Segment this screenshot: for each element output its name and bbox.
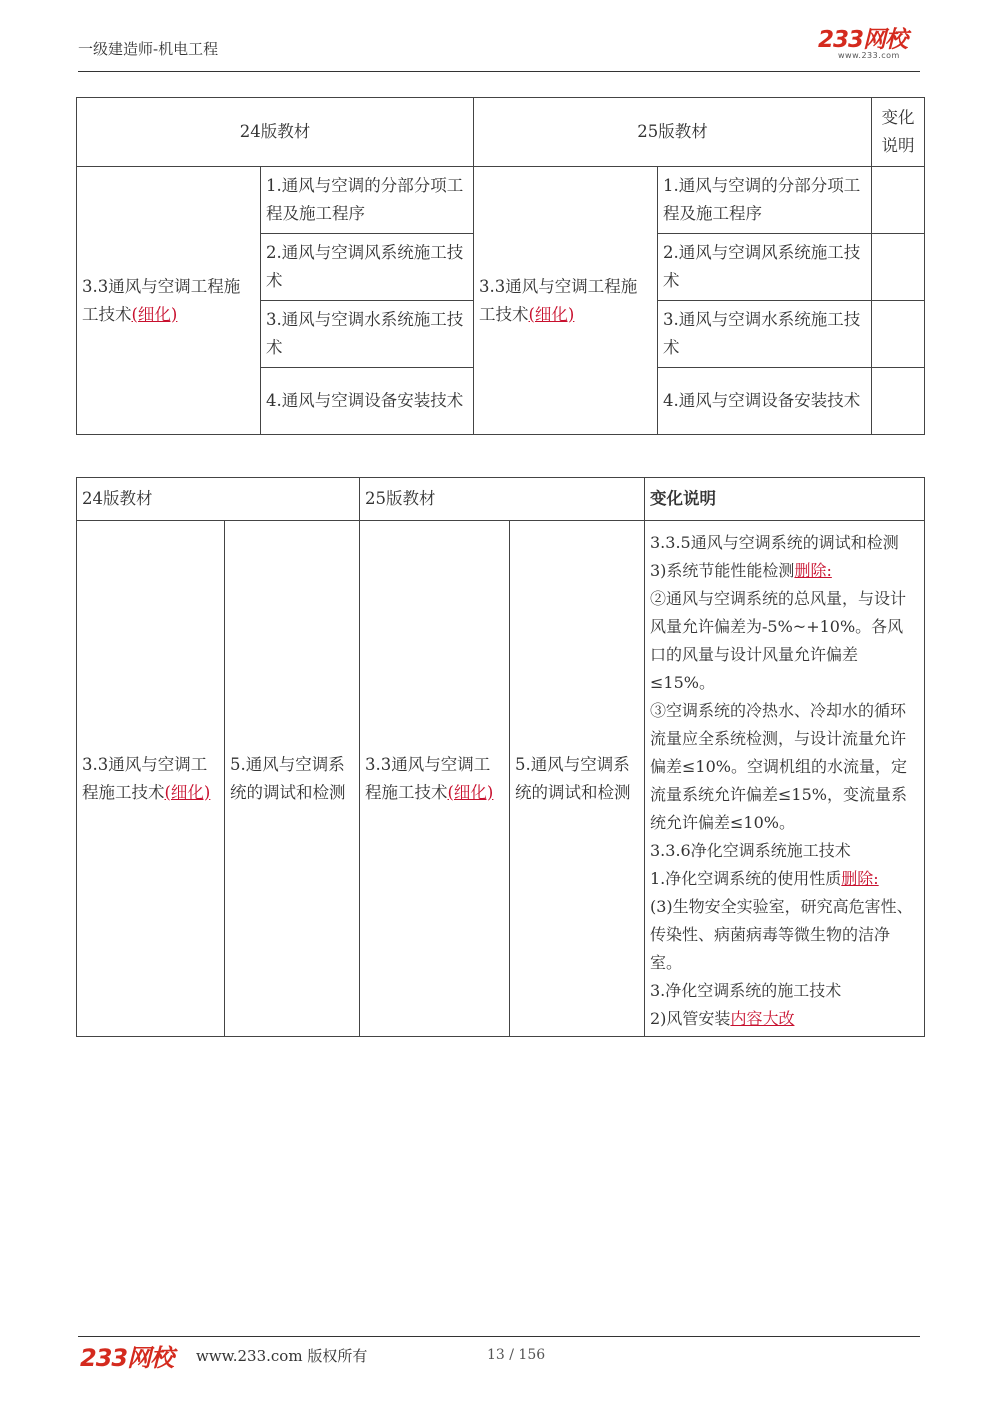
change-cell: [872, 167, 925, 234]
note-line: ②通风与空调系统的总风量，与设计风量允许偏差为-5%~+10%。各风口的风量与设计风量允许偏差≤15%。: [650, 589, 907, 692]
note-line: 2)风管安装内容大改: [650, 1009, 795, 1028]
item-25-2: 2.通风与空调风系统施工技术: [658, 234, 872, 301]
note-line: 3.净化空调系统的施工技术: [650, 981, 842, 1000]
item-25-1: 1.通风与空调的分部分项工程及施工程序: [658, 167, 872, 234]
header-24-edition: 24版教材: [77, 98, 474, 167]
document-title: 一级建造师-机电工程: [78, 40, 219, 58]
item-25: 5.通风与空调系统的调试和检测: [510, 521, 645, 1037]
table-row: [77, 167, 925, 234]
change-notes: [645, 521, 925, 1037]
refine-mark: (细化): [528, 304, 575, 324]
table-row: [77, 521, 925, 1037]
change-cell: [872, 234, 925, 301]
section-24: 3.3通风与空调工程施工技术(细化): [77, 167, 261, 435]
note-line: 3)系统节能性能检测删除:: [650, 561, 832, 580]
item-25-3: 3.通风与空调水系统施工技术: [658, 301, 872, 368]
page-number: 13 / 156: [487, 1347, 546, 1363]
logo-url: www.233.com: [838, 51, 900, 60]
header-24-edition: 24版教材: [77, 478, 360, 521]
major-change-mark: 内容大改: [730, 1009, 795, 1028]
header-change-note: 变化说明: [645, 478, 925, 521]
item-24: 5.通风与空调系统的调试和检测: [225, 521, 360, 1037]
delete-mark: 删除:: [841, 869, 879, 888]
item-24-4: 4.通风与空调设备安装技术: [261, 368, 474, 435]
refine-mark: (细化): [447, 782, 494, 802]
brand-logo[interactable]: [818, 27, 918, 60]
footer-logo[interactable]: 233网校: [80, 1344, 174, 1372]
header-25-edition: 25版教材: [474, 98, 872, 167]
refine-mark: (细化): [164, 782, 211, 802]
comparison-table-1: [76, 97, 925, 435]
logo-text: 233网校: [818, 27, 908, 53]
delete-mark: 删除:: [794, 561, 832, 580]
change-cell: [872, 301, 925, 368]
table-header-row: [77, 98, 925, 167]
note-line: 1.净化空调系统的使用性质删除:: [650, 869, 879, 888]
item-24-1: 1.通风与空调的分部分项工程及施工程序: [261, 167, 474, 234]
item-25-4: 4.通风与空调设备安装技术: [658, 368, 872, 435]
footer-copyright: www.233.com 版权所有: [196, 1347, 368, 1365]
section-25: 3.3通风与空调工程施工技术(细化): [360, 521, 510, 1037]
header-change-note: 变化说明: [872, 98, 925, 167]
note-line: 3.3.6净化空调系统施工技术: [650, 841, 851, 860]
comparison-table-2: [76, 477, 925, 1037]
item-24-3: 3.通风与空调水系统施工技术: [261, 301, 474, 368]
footer-divider: [78, 1336, 920, 1337]
table-header-row: [77, 478, 925, 521]
change-cell: [872, 368, 925, 435]
item-24-2: 2.通风与空调风系统施工技术: [261, 234, 474, 301]
note-line: (3)生物安全实验室，研究高危害性、传染性、病菌病毒等微生物的洁净室。: [650, 897, 913, 972]
note-line: ③空调系统的冷热水、冷却水的循环流量应全系统检测，与设计流量允许偏差≤10%。空调机组的水流量，定流量系统允许偏差≤15%，变流量系统允许偏差≤10%。: [650, 701, 907, 832]
note-line: 3.3.5通风与空调系统的调试和检测: [650, 533, 899, 552]
header-25-edition: 25版教材: [360, 478, 645, 521]
header-divider: [78, 71, 920, 72]
refine-mark: (细化): [131, 304, 178, 324]
section-24: 3.3通风与空调工程施工技术(细化): [77, 521, 225, 1037]
section-25: 3.3通风与空调工程施工技术(细化): [474, 167, 658, 435]
